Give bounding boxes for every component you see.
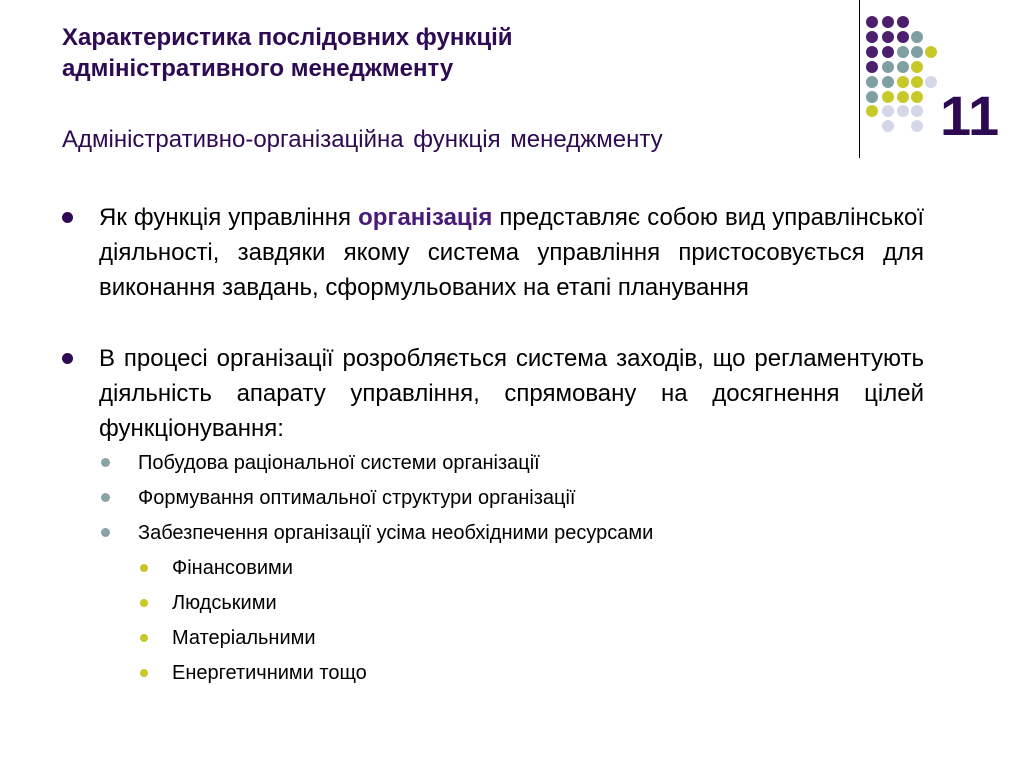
decor-dot — [866, 31, 878, 43]
sub-sub-bullet-text: Фінансовими — [172, 557, 293, 579]
decor-dot — [897, 61, 909, 73]
bullet-text-after: представляє собою вид управлінської діяльності, завдяки якому система управління пристосовується для виконання завдань, сформульованих на етапі планування — [99, 204, 925, 301]
decor-dot — [882, 31, 894, 43]
sub-bullet-item — [62, 516, 924, 551]
decor-dot — [866, 46, 878, 58]
bullet-dot — [62, 353, 73, 364]
decor-dot — [897, 31, 909, 43]
sub-sub-bullet-text: Матеріальними — [172, 627, 316, 649]
divider-line — [859, 0, 860, 158]
decor-dot — [882, 105, 894, 117]
decor-dot — [882, 16, 894, 28]
decor-dot — [866, 105, 878, 117]
keyword-organization: організація — [358, 204, 493, 231]
bullet-item — [62, 200, 924, 305]
bullet-text: В процесі організації розробляється система заходів, що регламентують діяльність апарату управління, спрямовану на досягнення цілей функціонування: — [99, 345, 924, 442]
sub-sub-bullet-dot — [140, 599, 148, 607]
decor-dot — [911, 31, 923, 43]
slide-title-line-2: адміністративного менеджменту — [62, 55, 454, 82]
sub-bullet-dot — [101, 528, 110, 537]
decor-dot — [911, 46, 923, 58]
decor-dot — [866, 16, 878, 28]
decor-dot — [911, 91, 923, 103]
slide-number: 11 — [940, 84, 1000, 147]
sub-sub-bullet-item — [62, 621, 924, 656]
sub-sub-bullet-item — [62, 586, 924, 621]
sub-sub-bullet-dot — [140, 634, 148, 642]
decor-dot — [897, 46, 909, 58]
bullet-item — [62, 341, 924, 446]
sub-sub-bullet-dot — [140, 669, 148, 677]
decor-dot — [911, 120, 923, 132]
decor-dot — [866, 61, 878, 73]
sub-bullet-text: Формування оптимальної структури організації — [138, 487, 576, 509]
sub-bullet-item — [62, 446, 924, 481]
decor-dot — [882, 46, 894, 58]
decor-dot — [911, 105, 923, 117]
sub-sub-bullet-text: Енергетичними тощо — [172, 662, 367, 684]
decor-dot — [925, 76, 937, 88]
decor-dot — [897, 91, 909, 103]
spacer — [62, 305, 924, 341]
sub-bullet-dot — [101, 458, 110, 467]
decor-dot — [866, 76, 878, 88]
decor-dot — [897, 105, 909, 117]
decor-dot — [911, 61, 923, 73]
slide-title-line-1: Характеристика послідовних функцій — [62, 24, 513, 51]
decor-dot — [897, 16, 909, 28]
decor-dot — [882, 91, 894, 103]
sub-sub-bullet-dot — [140, 564, 148, 572]
decor-dot — [882, 120, 894, 132]
bullet-text-before: Як функція управління — [99, 204, 359, 231]
sub-bullet-dot — [101, 493, 110, 502]
decor-dot — [882, 61, 894, 73]
sub-sub-bullet-item — [62, 656, 924, 691]
sub-sub-bullet-text: Людськими — [172, 592, 277, 614]
decor-dot — [882, 76, 894, 88]
sub-bullet-text: Забезпечення організації усіма необхідними ресурсами — [138, 522, 654, 544]
sub-bullet-text: Побудова раціональної системи організації — [138, 452, 540, 474]
slide-body — [62, 200, 924, 691]
decor-dot — [897, 76, 909, 88]
slide-subtitle: Адміністративно-організаційна функція менеджменту — [62, 126, 663, 153]
sub-bullet-item — [62, 481, 924, 516]
sub-sub-bullet-item — [62, 551, 924, 586]
slide-title — [62, 22, 513, 84]
decor-dot — [911, 76, 923, 88]
decor-dot — [866, 91, 878, 103]
bullet-dot — [62, 212, 73, 223]
decor-dot — [925, 46, 937, 58]
